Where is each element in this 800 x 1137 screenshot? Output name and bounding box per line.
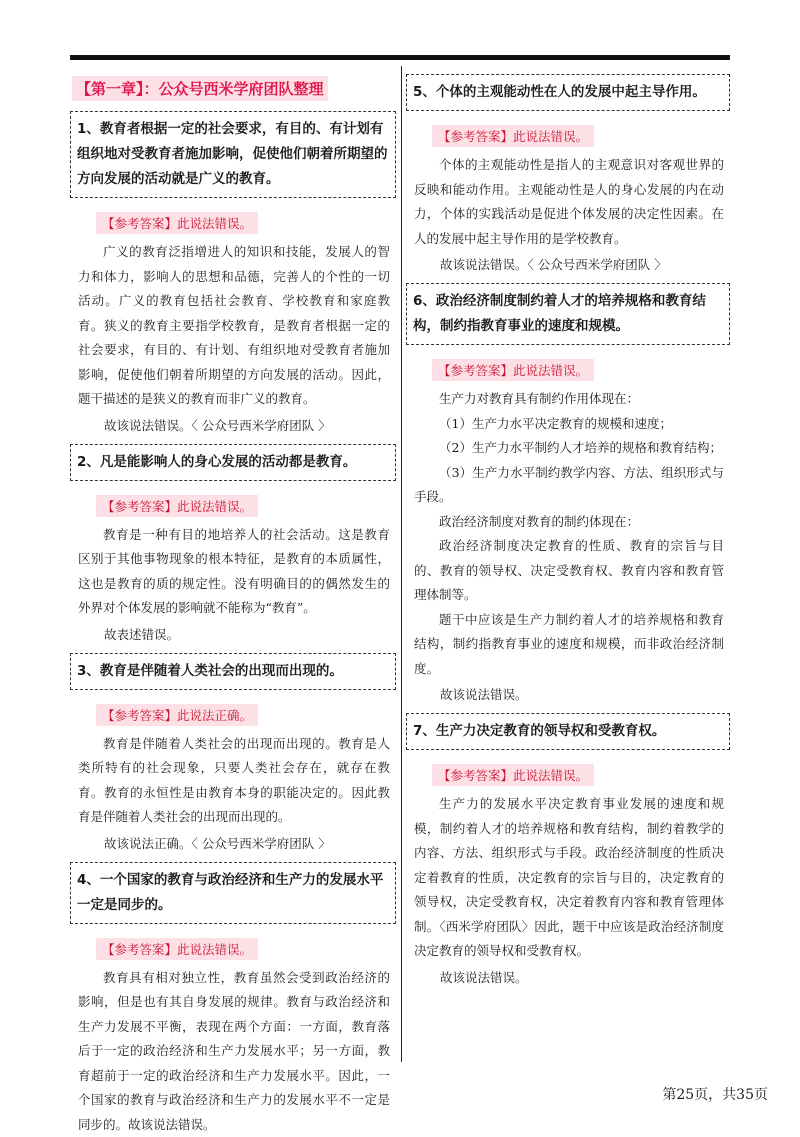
answer-paragraph: 政治经济制度决定教育的性质、教育的宗旨与目的、教育的领导权、决定受教育权、教育内容和教育管理体制等。 <box>414 534 724 608</box>
answer-paragraph: 广义的教育泛指增进人的知识和技能，发展人的智力和体力，影响人的思想和品德，完善人的个性的一切活动。广义的教育包括社会教育、学校教育和家庭教育。狭义的教育主要指学校教育，是教育者根据一定的社会要求，有目的、有计划、有组织地对受教育者施加影响，促使他们朝着所期望的方向发展的活动。因此，题干描述的是狭义的教育而非广义的教育。 <box>78 240 390 412</box>
left-column <box>70 70 396 1137</box>
answer-paragraph: 题干中应该是生产力制约着人才的培养规格和教育结构，制约指教育事业的速度和规模，而非政治经济制度。 <box>414 608 724 682</box>
answer-paragraph: （2）生产力水平制约人才培养的规格和教育结构； <box>414 436 724 461</box>
question-box <box>406 74 730 111</box>
question-text: 6、政治经济制度制约着人才的培养规格和教育结构，制约指教育事业的速度和规模。 <box>413 289 723 339</box>
question-box <box>406 283 730 345</box>
right-column <box>406 70 730 994</box>
page-number: 第25页，共35页 <box>662 1084 768 1104</box>
column-divider <box>401 66 402 1062</box>
question-text: 2、凡是能影响人的身心发展的活动都是教育。 <box>77 450 389 475</box>
answer-tag: 【参考答案】此说法正确。 <box>96 704 258 726</box>
answer-paragraph: 生产力的发展水平决定教育事业发展的速度和规模，制约着人才的培养规格和教育结构，制约着教学的内容、方法、组织形式与手段。政治经济制度的性质决定着教育的性质，决定教育的宗旨与目的，决定教育的领导权，决定受教育权，决定着教育内容和教育管理体制。〈西米学府团队〉因此，题干中应该是政治经济制度决定教育的领导权和受教育权。 <box>414 792 724 964</box>
answer-tag: 【参考答案】此说法错误。 <box>96 938 258 960</box>
question-box <box>70 111 396 198</box>
conclusion: 故该说法错误。 <box>440 966 730 990</box>
question-text: 3、教育是伴随着人类社会的出现而出现的。 <box>77 659 389 684</box>
conclusion: 故该说法错误。〈 公众号西米学府团队 〉 <box>440 253 730 277</box>
conclusion: 故该说法错误。 <box>440 683 730 707</box>
answer-tag: 【参考答案】此说法错误。 <box>432 359 594 381</box>
answer-paragraph: 教育是一种有目的地培养人的社会活动。这是教育区别于其他事物现象的根本特征，是教育的本质属性，这也是教育的质的规定性。没有明确目的的偶然发生的外界对个体发展的影响就不能称为“教育”。 <box>78 523 390 621</box>
answer-tag: 【参考答案】此说法错误。 <box>96 495 258 517</box>
answer-paragraph: （3）生产力水平制约教学内容、方法、组织形式与手段。 <box>414 461 724 510</box>
question-text: 5、个体的主观能动性在人的发展中起主导作用。 <box>413 80 723 105</box>
conclusion: 故该说法错误。〈 公众号西米学府团队 〉 <box>104 414 396 438</box>
top-rule <box>70 55 730 60</box>
answer-paragraph: 教育具有相对独立性，教育虽然会受到政治经济的影响，但是也有其自身发展的规律。教育与政治经济和生产力发展不平衡，表现在两个方面：一方面，教育落后于一定的政治经济和生产力发展水平；另一方面，教育超前于一定的政治经济和生产力发展水平。因此，一个国家的教育与政治经济和生产力的发展水平不一定是同步的。故该说法错误。 <box>78 966 390 1137</box>
question-box <box>70 653 396 690</box>
question-box <box>70 862 396 924</box>
question-text: 4、一个国家的教育与政治经济和生产力的发展水平一定是同步的。 <box>77 868 389 918</box>
answer-paragraph: 生产力对教育具有制约作用体现在： <box>414 387 724 412</box>
question-text: 1、教育者根据一定的社会要求，有目的、有计划有组织地对受教育者施加影响，促使他们朝着所期望的方向发展的活动就是广义的教育。 <box>77 117 389 192</box>
chapter-title: 【第一章】：公众号西米学府团队整理 <box>72 76 328 101</box>
answer-paragraph: 政治经济制度对教育的制约体现在： <box>414 510 724 535</box>
answer-paragraph: 教育是伴随着人类社会的出现而出现的。教育是人类所特有的社会现象，只要人类社会存在，就存在教育。教育的永恒性是由教育本身的职能决定的。因此教育是伴随着人类社会的出现而出现的。 <box>78 732 390 830</box>
answer-paragraph: 个体的主观能动性是指人的主观意识对客观世界的反映和能动作用。主观能动性是人的身心发展的内在动力，个体的实践活动是促进个体发展的决定性因素。在人的发展中起主导作用的是学校教育。 <box>414 153 724 251</box>
answer-tag: 【参考答案】此说法错误。 <box>432 764 594 786</box>
answer-tag: 【参考答案】此说法错误。 <box>432 125 594 147</box>
question-box <box>406 713 730 750</box>
question-text: 7、生产力决定教育的领导权和受教育权。 <box>413 719 723 744</box>
answer-paragraph: （1）生产力水平决定教育的规模和速度； <box>414 412 724 437</box>
conclusion: 故该说法正确。〈 公众号西米学府团队 〉 <box>104 832 396 856</box>
question-box <box>70 444 396 481</box>
answer-tag: 【参考答案】此说法错误。 <box>96 212 258 234</box>
conclusion: 故表述错误。 <box>104 623 396 647</box>
